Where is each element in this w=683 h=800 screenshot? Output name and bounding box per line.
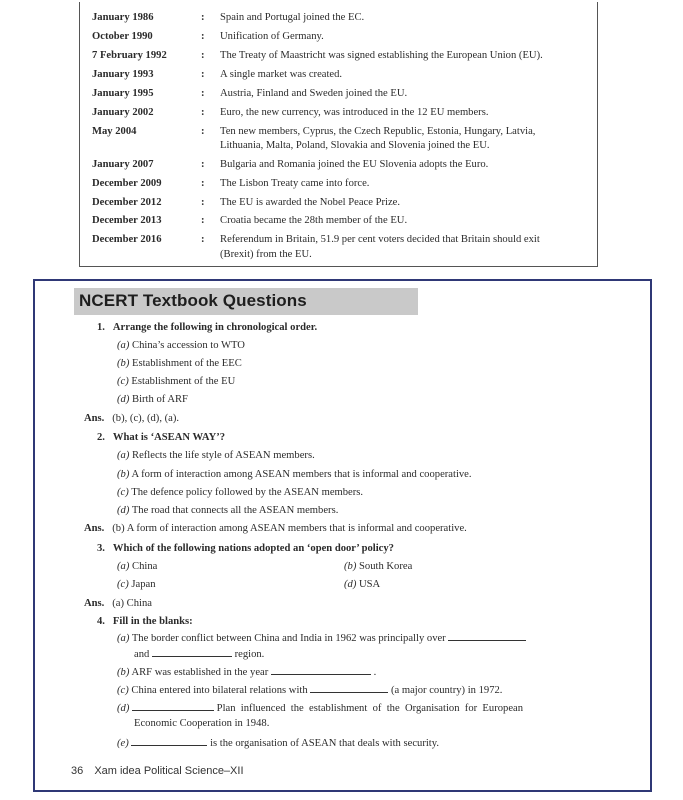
option (117, 504, 338, 518)
blank-line (131, 736, 207, 746)
option (117, 486, 363, 500)
option-letter: (c) (117, 376, 129, 387)
option (344, 578, 380, 592)
timeline-colon: : (201, 215, 205, 226)
book-title: Xam idea Political Science–XII (94, 765, 244, 777)
timeline-event: Ten new members, Cyprus, the Czech Republic, Estonia, Hungary, Latvia, (220, 126, 536, 137)
timeline-colon: : (201, 31, 205, 42)
timeline-colon: : (201, 197, 205, 208)
option-letter: (d) (117, 394, 130, 405)
option-text: South Korea (359, 561, 413, 572)
timeline-event: Bulgaria and Romania joined the EU Slovenia adopts the Euro. (220, 159, 489, 170)
fill-blank-e (117, 736, 439, 751)
timeline-event: A single market was created. (220, 69, 343, 80)
option-text: Birth of ARF (132, 394, 188, 405)
question-number: 1. (97, 322, 105, 333)
option-letter: (c) (117, 685, 129, 696)
option-text: Establishment of the EEC (132, 358, 242, 369)
option (117, 578, 156, 592)
option (117, 560, 157, 574)
option (117, 449, 315, 463)
option-text: Reflects the life style of ASEAN members. (132, 450, 315, 461)
question-number: 4. (97, 616, 105, 627)
option-text: The road that connects all the ASEAN members. (131, 505, 339, 516)
timeline-date: December 2009 (92, 178, 162, 189)
blank-line (448, 631, 526, 641)
blank-line (152, 647, 232, 657)
fill-blank-a (117, 631, 526, 646)
fill-blank-b (117, 665, 376, 680)
page-footer (71, 765, 244, 777)
answer-label: Ans. (84, 413, 105, 424)
timeline-date: January 1986 (92, 12, 154, 23)
timeline-date: January 1993 (92, 69, 154, 80)
timeline-date: May 2004 (92, 126, 137, 137)
option-text: Japan (131, 579, 156, 590)
option-letter: (b) (117, 667, 130, 678)
timeline-colon: : (201, 69, 205, 80)
option (117, 468, 472, 482)
fill-blank-d-continued (134, 717, 269, 731)
timeline-colon: : (201, 159, 205, 170)
option-text: Establishment of the EU (131, 376, 236, 387)
option-letter: (a) (117, 340, 130, 351)
option-text: Plan influenced the establishment of the Organisation for European (216, 703, 524, 714)
timeline-date: January 2007 (92, 159, 154, 170)
answer-label: Ans. (84, 523, 105, 534)
timeline-event: The Lisbon Treaty came into force. (220, 178, 370, 189)
option-letter: (b) (117, 469, 130, 480)
timeline-colon: : (201, 234, 205, 245)
answer-label: Ans. (84, 598, 105, 609)
option-text: and (134, 649, 150, 660)
option-letter: (c) (117, 487, 129, 498)
fill-blank-c (117, 683, 502, 698)
question-3 (97, 542, 394, 556)
question-number: 2. (97, 432, 105, 443)
question-2 (97, 431, 225, 445)
timeline-event: The EU is awarded the Nobel Peace Prize. (220, 197, 401, 208)
option-letter: (d) (117, 703, 130, 714)
option (344, 560, 412, 574)
timeline-event: Referendum in Britain, 51.9 per cent voters decided that Britain should exit (220, 234, 540, 245)
option-letter: (b) (117, 358, 130, 369)
timeline-date: January 1995 (92, 88, 154, 99)
answer-text: (b) A form of interaction among ASEAN members that is informal and cooperative. (112, 523, 467, 534)
option-text: China (132, 561, 158, 572)
option (117, 393, 188, 407)
timeline-colon: : (201, 88, 205, 99)
answer-text: (a) China (112, 598, 152, 609)
option-text: A form of interaction among ASEAN members that is informal and cooperative. (131, 469, 472, 480)
timeline-event: Euro, the new currency, was introduced in the 12 EU members. (220, 107, 489, 118)
timeline-colon: : (201, 126, 205, 137)
question-text: Which of the following nations adopted an ‘open door’ policy? (112, 543, 394, 554)
option-text: China entered into bilateral relations with (131, 685, 308, 696)
option-letter: (e) (117, 738, 129, 749)
question-1 (97, 321, 317, 335)
timeline-date: December 2016 (92, 234, 162, 245)
fill-blank-a-continued (134, 647, 264, 662)
fill-blank-d (117, 701, 523, 716)
timeline-event-continued: (Brexit) from the EU. (220, 249, 312, 260)
option-text: Economic Cooperation in 1948. (134, 718, 270, 729)
option-text: region. (234, 649, 265, 660)
question-text: Arrange the following in chronological order. (112, 322, 318, 333)
option-letter: (a) (117, 450, 130, 461)
option-text: . (373, 667, 377, 678)
timeline-event: Croatia became the 28th member of the EU. (220, 215, 408, 226)
option-text: ARF was established in the year (131, 667, 269, 678)
option (117, 375, 235, 389)
option (117, 339, 245, 353)
timeline-date: January 2002 (92, 107, 154, 118)
timeline-colon: : (201, 107, 205, 118)
timeline-colon: : (201, 12, 205, 23)
option-text: is the organisation of ASEAN that deals with security. (210, 738, 439, 749)
option-letter: (d) (344, 579, 357, 590)
timeline-colon: : (201, 50, 205, 61)
question-text: What is ‘ASEAN WAY’? (112, 432, 226, 443)
timeline-colon: : (201, 178, 205, 189)
timeline-event: Spain and Portugal joined the EC. (220, 12, 365, 23)
option-text: The border conflict between China and India in 1962 was principally over (131, 633, 446, 644)
timeline-event: Unification of Germany. (220, 31, 324, 42)
answer-1 (84, 412, 179, 426)
timeline-date: 7 February 1992 (92, 50, 167, 61)
option-text: (a major country) in 1972. (390, 685, 503, 696)
option-letter: (b) (344, 561, 357, 572)
question-text: Fill in the blanks: (112, 616, 193, 627)
question-4 (97, 615, 193, 629)
section-title: NCERT Textbook Questions (79, 291, 307, 310)
option-text: The defence policy followed by the ASEAN members. (131, 487, 364, 498)
option-letter: (c) (117, 579, 129, 590)
option-letter: (d) (117, 505, 130, 516)
option-letter: (a) (117, 633, 130, 644)
timeline-event-continued: Lithuania, Malta, Poland, Slovakia and Slovenia joined the EU. (220, 140, 490, 151)
question-number: 3. (97, 543, 105, 554)
answer-3 (84, 597, 152, 611)
timeline-event: Austria, Finland and Sweden joined the EU. (220, 88, 408, 99)
option-text: China’s accession to WTO (132, 340, 245, 351)
timeline-date: December 2012 (92, 197, 162, 208)
timeline-date: December 2013 (92, 215, 162, 226)
blank-line (310, 683, 388, 693)
timeline-date: October 1990 (92, 31, 153, 42)
answer-2 (84, 522, 467, 536)
option (117, 357, 242, 371)
page-number: 36 (71, 765, 84, 777)
option-text: USA (359, 579, 381, 590)
timeline-event: The Treaty of Maastricht was signed establishing the European Union (EU). (220, 50, 543, 61)
blank-line (271, 665, 371, 675)
option-letter: (a) (117, 561, 130, 572)
answer-text: (b), (c), (d), (a). (112, 413, 180, 424)
blank-line (132, 701, 214, 711)
timeline-box (79, 2, 598, 267)
